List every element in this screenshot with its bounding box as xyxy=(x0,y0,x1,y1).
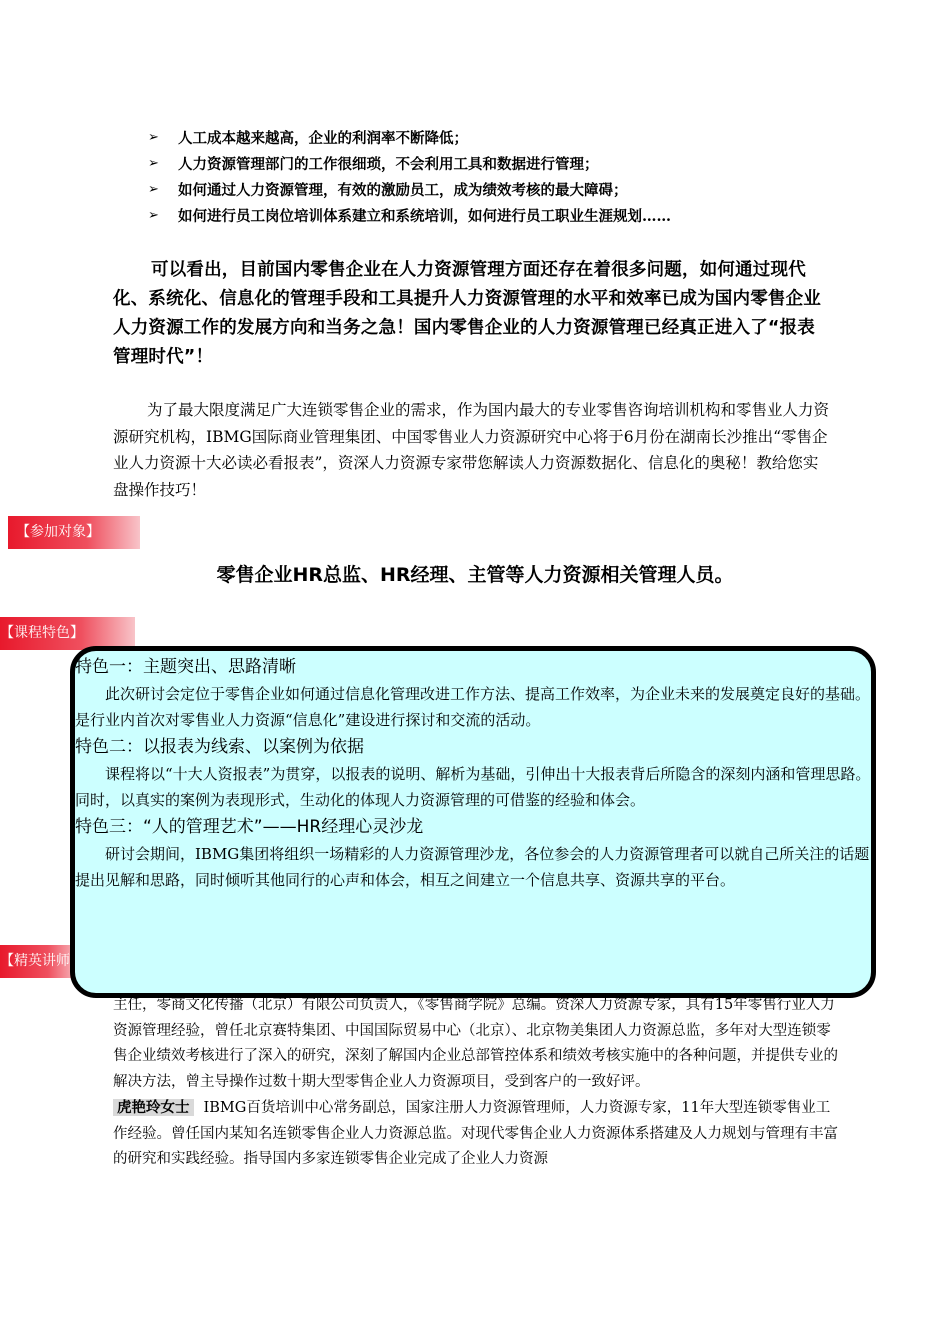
section-tab-audience: 【参加对象】 xyxy=(8,516,140,549)
arrow-bullet-icon: ➢ xyxy=(148,129,159,145)
list-item xyxy=(148,202,848,228)
lecturer-section xyxy=(113,993,838,1173)
lecturer-name: 虎艳玲女士 xyxy=(113,1099,194,1116)
list-item xyxy=(148,150,848,176)
feature-body: 此次研讨会定位于零售企业如何通过信息化管理改进工作方法、提高工作效率，为企业未来的发展奠定良好的基础。是行业内首次对零售业人力资源“信息化”建设进行探讨和交流的活动。 xyxy=(75,685,871,729)
audience-text: 零售企业HR总监、HR经理、主管等人力资源相关管理人员。 xyxy=(216,564,734,586)
feature-content xyxy=(75,653,875,893)
feature-title: 特色三：“人的管理艺术”——HR经理心灵沙龙 xyxy=(75,817,424,837)
arrow-bullet-icon: ➢ xyxy=(148,155,159,171)
list-item xyxy=(148,176,848,202)
intro-paragraph: 为了最大限度满足广大连锁零售企业的需求，作为国内最大的专业零售咨询培训机构和零售业人力资源研究机构，IBMG国际商业管理集团、中国零售业人力资源研究中心将于6月份在湖南长沙推出“零售企业人力资源十大必读必看报表”，资深人力资源专家带您解读人力资源数据化、信息化的奥秘！教给您实盘操作技巧！ xyxy=(113,401,830,499)
problem-list xyxy=(148,124,848,228)
arrow-bullet-icon: ➢ xyxy=(148,181,159,197)
feature-title: 特色二：以报表为线索、以案例为依据 xyxy=(75,737,364,757)
arrow-bullet-icon: ➢ xyxy=(148,207,159,223)
section-tab-features: 【课程特色】 xyxy=(0,617,135,650)
feature-body: 课程将以“十大人资报表”为贯穿，以报表的说明、解析为基础，引伸出十大报表背后所隐含的深刻内涵和管理思路。同时，以真实的案例为表现形式，生动化的体现人力资源管理的可借鉴的经验和体会。 xyxy=(75,765,871,809)
bullet-text: 人力资源管理部门的工作很细琐，不会利用工具和数据进行管理； xyxy=(178,155,599,173)
bullet-text: 如何通过人力资源管理，有效的激励员工，成为绩效考核的最大障碍； xyxy=(178,181,628,199)
bullet-text: 人工成本越来越高，企业的利润率不断降低； xyxy=(178,129,468,147)
section-tab-lecturers: 【精英讲师 xyxy=(0,945,80,978)
lecturer-bio: 主任，零商文化传播（北京）有限公司负责人，《零售商学院》总编。资深人力资源专家，具有15年零售行业人力资源管理经验，曾任北京赛特集团、中国国际贸易中心（北京）、北京物美集团人力资源总监，多年对大型连锁零售企业绩效考核进行了深入的研究，深刻了解国内企业总部管控体系和绩效考核实施中的各种问题，并提供专业的解决方法，曾主导操作过数十期大型零售企业人力资源项目，受到客户的一致好评。 xyxy=(113,997,838,1090)
list-item xyxy=(148,124,848,150)
summary-paragraph: 可以看出，目前国内零售企业在人力资源管理方面还存在着很多问题，如何通过现代化、系统化、信息化的管理手段和工具提升人力资源管理的水平和效率已成为国内零售企业人力资源工作的发展方向和当务之急！国内零售企业的人力资源管理已经真正进入了“报表管理时代”！ xyxy=(113,260,821,367)
lecturer-bio xyxy=(113,1095,838,1173)
lecturer-bio-text: IBMG百货培训中心常务副总，国家注册人力资源管理师，人力资源专家，11年大型连锁零售业工作经验。曾任国内某知名连锁零售企业人力资源总监。对现代零售企业人力资源体系搭建及人力规划与管理有丰富的研究和实践经验。指导国内多家连锁零售企业完成了企业人力资源 xyxy=(113,1100,838,1167)
bullet-text: 如何进行员工岗位培训体系建立和系统培训，如何进行员工职业生涯规划…… xyxy=(178,207,671,225)
feature-title: 特色一：主题突出、思路清晰 xyxy=(75,657,296,677)
feature-body: 研讨会期间，IBMG集团将组织一场精彩的人力资源管理沙龙，各位参会的人力资源管理者可以就自己所关注的话题提出见解和思路，同时倾听其他同行的心声和体会，相互之间建立一个信息共享、资源共享的平台。 xyxy=(75,845,870,889)
